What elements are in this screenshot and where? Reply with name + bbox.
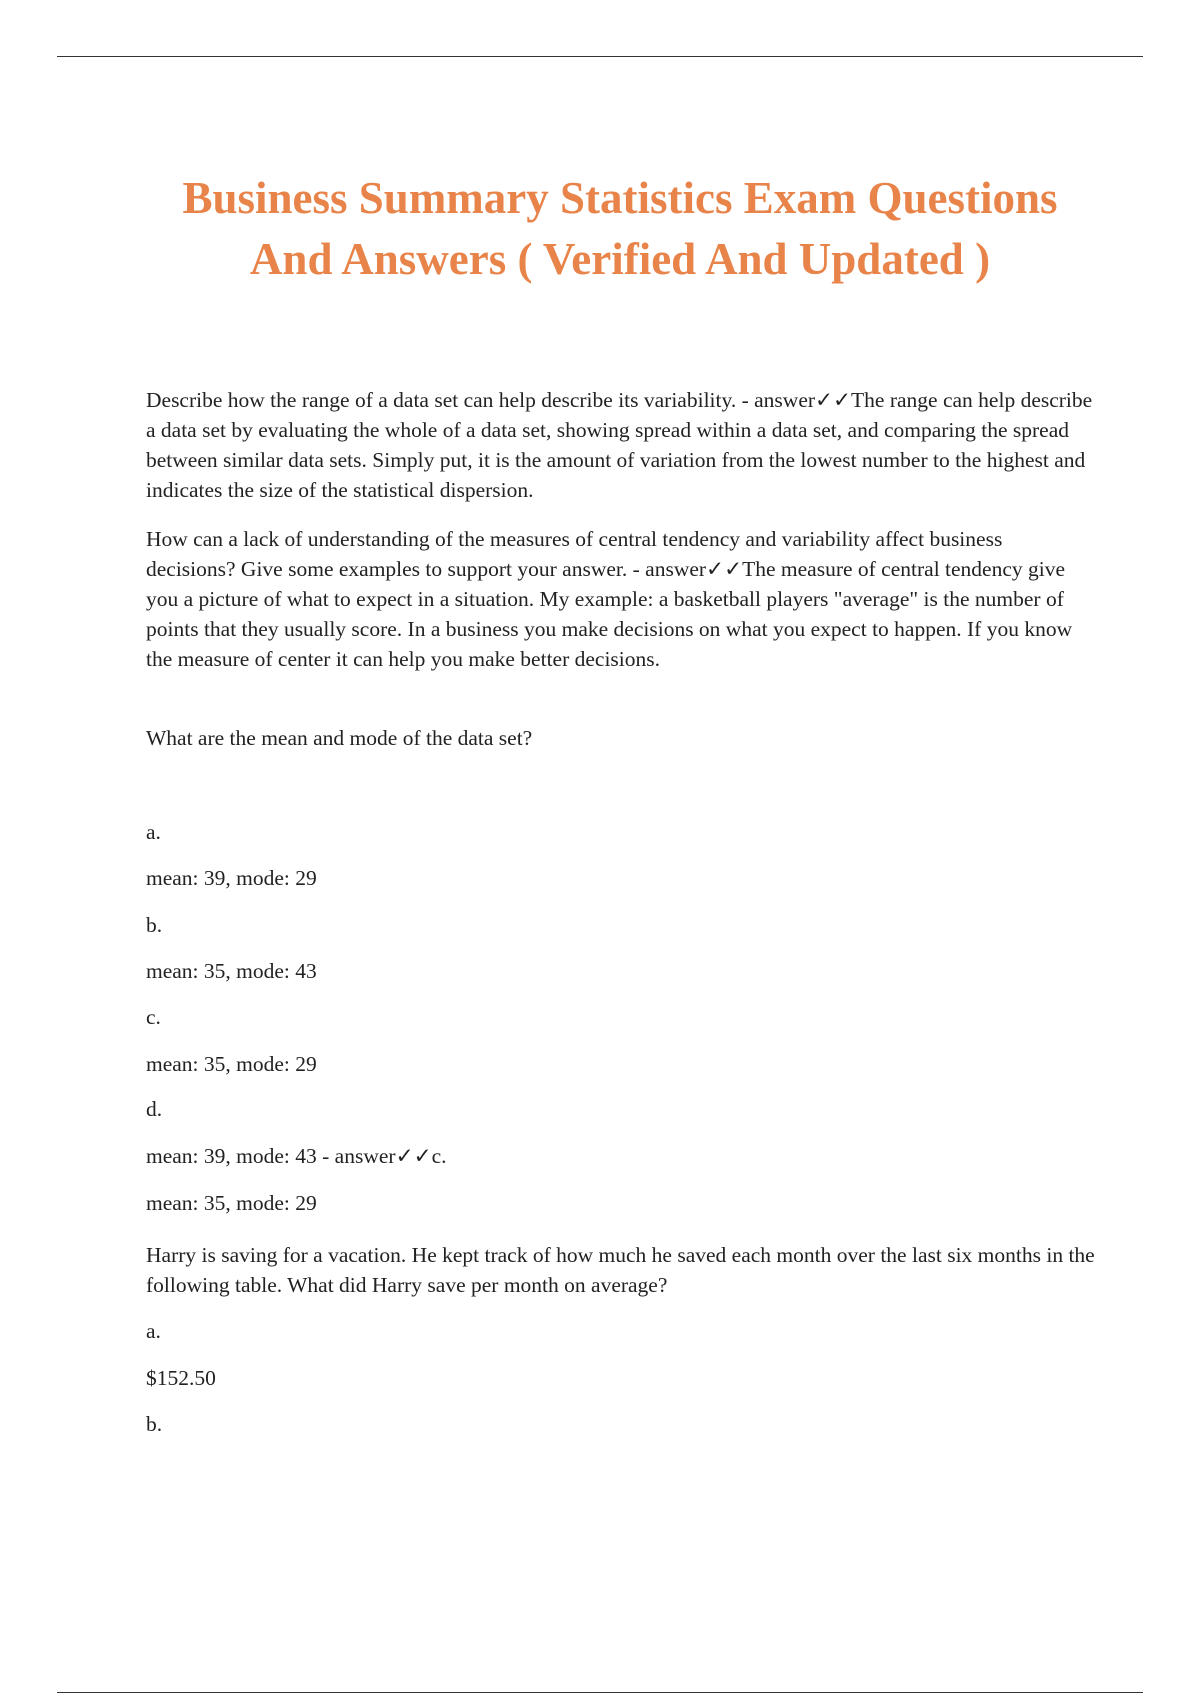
question-mean-mode: What are the mean and mode of the data set?	[146, 726, 533, 750]
option-label-b-2: b.	[146, 1412, 163, 1436]
header-rule	[57, 56, 1143, 57]
option-label-c: c.	[146, 1005, 161, 1029]
option-text-b: mean: 35, mode: 43	[146, 959, 317, 983]
question-harry-savings: Harry is saving for a vacation. He kept track of how much he saved each month over the last six months in the following table. What did Harry save per month on average?	[146, 1243, 1095, 1297]
option-label-d: d.	[146, 1097, 163, 1121]
document-title	[120, 168, 1120, 290]
footer-rule	[57, 1692, 1143, 1693]
option-label-b: b.	[146, 913, 163, 937]
option-text-d-with-answer: mean: 39, mode: 43 - answer✓✓c.	[146, 1144, 447, 1168]
option-label-a: a.	[146, 820, 161, 844]
option-text-a: mean: 39, mode: 29	[146, 866, 317, 890]
option-text-c: mean: 35, mode: 29	[146, 1052, 317, 1076]
question-range-variability: Describe how the range of a data set can help describe its variability. - answer✓✓The range can help describe a data set by evaluating the whole of a data set, showing spread within a data set, and comparing the spread between similar data sets. Simply put, it is the amount of variation from the lowest number to the highest and indicates the size of the statistical dispersion.	[146, 388, 1093, 502]
option-label-a-2: a.	[146, 1319, 161, 1343]
answer-text: mean: 35, mode: 29	[146, 1191, 317, 1215]
title-line-1: Business Summary Statistics Exam Questions	[182, 173, 1058, 223]
title-line-2: And Answers ( Verified And Updated )	[249, 234, 991, 284]
question-central-tendency: How can a lack of understanding of the measures of central tendency and variability affect business decisions? Give some examples to support your answer. - answer✓✓The measure of central tendency give you a picture of what to expect in a situation. My example: a basketball players "average" is the number of points that they usually score. In a business you make decisions on what you expect to happen. If you know the measure of center it can help you make better decisions.	[146, 527, 1073, 671]
option-text-a-2: $152.50	[146, 1366, 216, 1390]
